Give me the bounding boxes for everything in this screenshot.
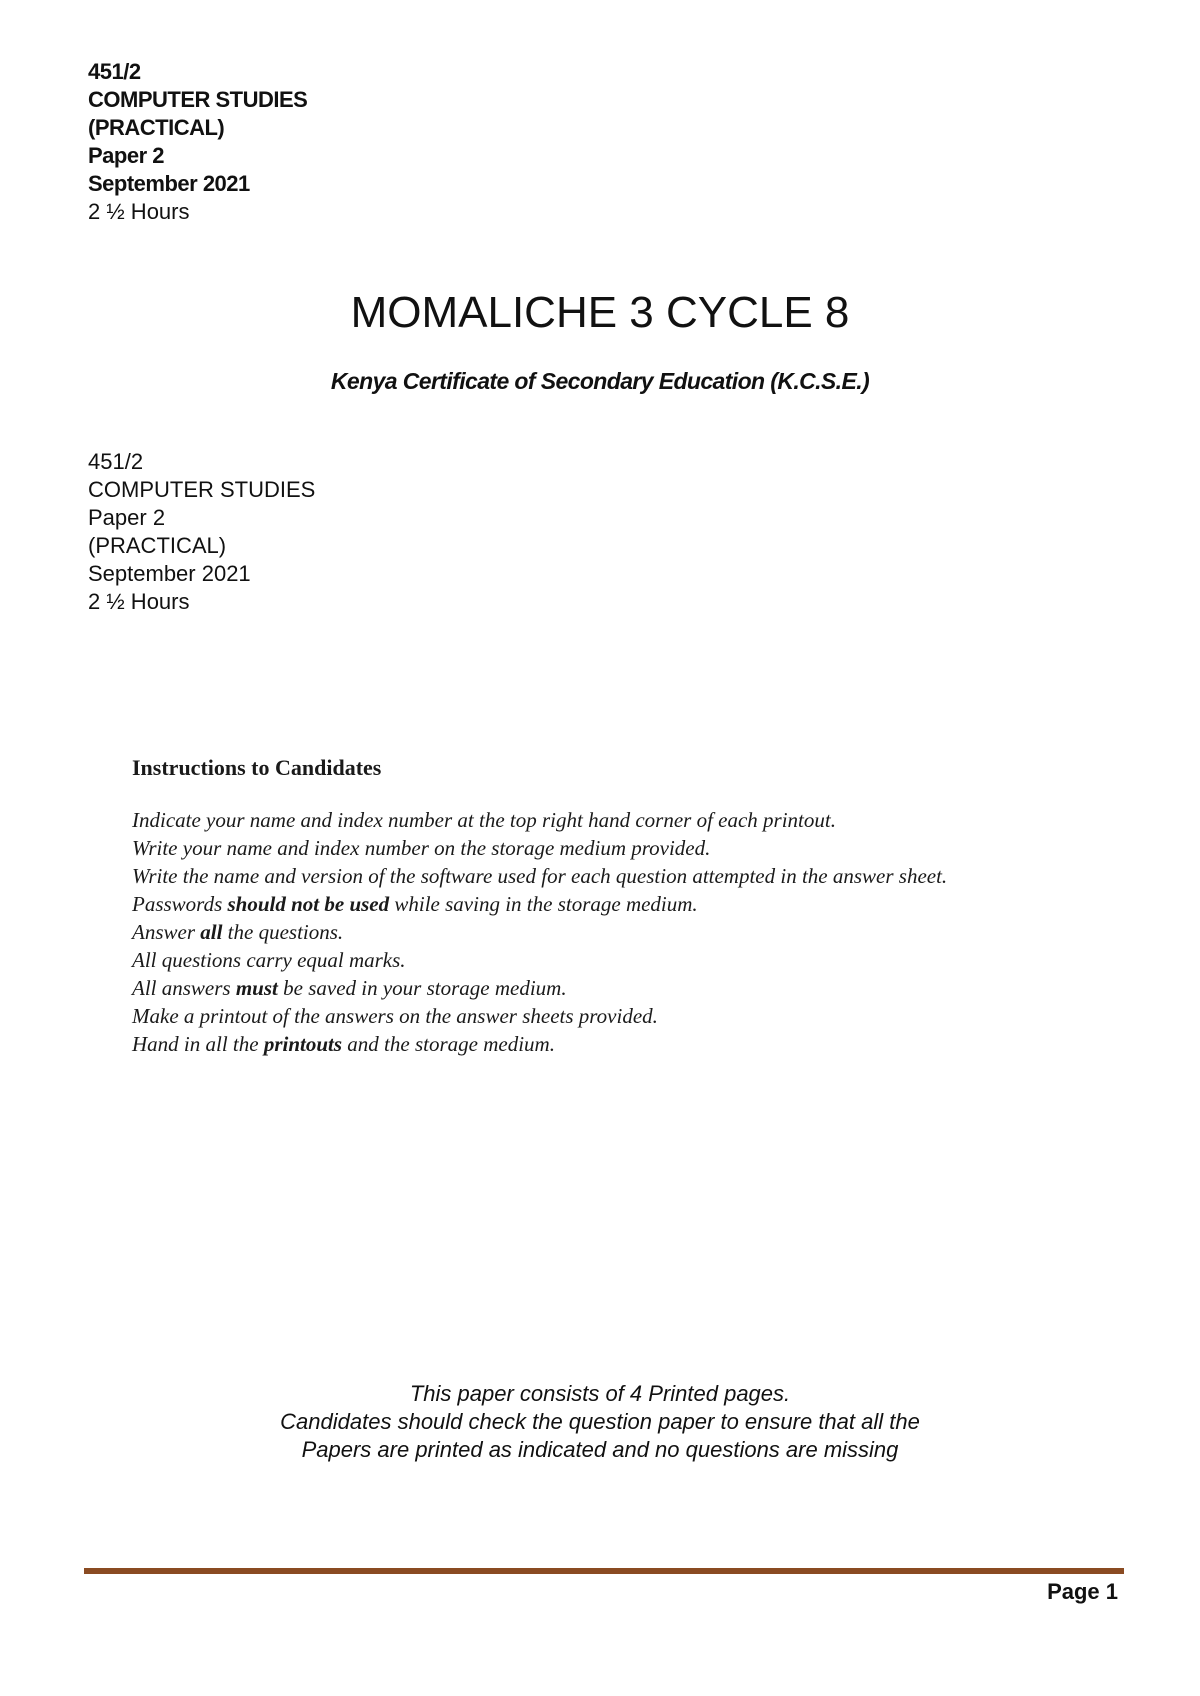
instruction-emphasis: should not be used bbox=[227, 892, 390, 916]
instruction-text: Hand in all the bbox=[132, 1032, 264, 1056]
subject-name: COMPUTER STUDIES bbox=[88, 87, 308, 112]
paper-type: (PRACTICAL) bbox=[88, 115, 225, 140]
instruction-item: Make a printout of the answers on the answer sheets provided. bbox=[132, 1004, 658, 1028]
instruction-text: be saved in your storage medium. bbox=[277, 976, 567, 1000]
exam-duration-2: 2 ½ Hours bbox=[88, 589, 190, 614]
footer-note bbox=[0, 1380, 1200, 1464]
instruction-item: Indicate your name and index number at the top right hand corner of each printout. bbox=[132, 808, 836, 832]
instruction-item bbox=[132, 890, 947, 918]
instruction-text: and the storage medium. bbox=[342, 1032, 555, 1056]
instruction-emphasis: all bbox=[200, 920, 223, 944]
page-title: MOMALICHE 3 CYCLE 8 bbox=[350, 288, 850, 337]
instruction-emphasis: printouts bbox=[263, 1032, 343, 1056]
instruction-item bbox=[132, 1030, 947, 1058]
exam-date-2: September 2021 bbox=[88, 561, 251, 586]
footer-line: This paper consists of 4 Printed pages. bbox=[409, 1381, 791, 1406]
instruction-text: All answers bbox=[132, 976, 236, 1000]
exam-duration: 2 ½ Hours bbox=[88, 199, 190, 224]
instructions-list bbox=[132, 806, 947, 1058]
paper-code-2: 451/2 bbox=[88, 449, 144, 474]
footer-divider bbox=[84, 1568, 1124, 1574]
instruction-item bbox=[132, 974, 947, 1002]
instruction-item: Write your name and index number on the storage medium provided. bbox=[132, 836, 711, 860]
instructions-heading: Instructions to Candidates bbox=[132, 755, 382, 780]
paper-number: Paper 2 bbox=[88, 143, 164, 168]
header-block bbox=[88, 58, 307, 226]
subject-name-2: COMPUTER STUDIES bbox=[88, 477, 316, 502]
instruction-text: while saving in the storage medium. bbox=[389, 892, 698, 916]
exam-date: September 2021 bbox=[88, 171, 250, 196]
second-header-block bbox=[88, 448, 315, 616]
page-number: Page 1 bbox=[1047, 1579, 1118, 1604]
instruction-emphasis: must bbox=[235, 976, 278, 1000]
paper-code: 451/2 bbox=[88, 59, 141, 84]
instruction-text: Passwords bbox=[132, 892, 228, 916]
footer-line: Papers are printed as indicated and no questions are missing bbox=[301, 1437, 899, 1462]
instruction-item bbox=[132, 918, 947, 946]
instruction-text: Answer bbox=[132, 920, 201, 944]
paper-type-2: (PRACTICAL) bbox=[88, 533, 227, 558]
instruction-item: All questions carry equal marks. bbox=[132, 948, 406, 972]
exam-subtitle: Kenya Certificate of Secondary Education (K.C.S.E.) bbox=[330, 368, 870, 394]
instruction-text: the questions. bbox=[222, 920, 344, 944]
instruction-item: Write the name and version of the software used for each question attempted in the answer sheet. bbox=[132, 864, 948, 888]
footer-line: Candidates should check the question paper to ensure that all the bbox=[280, 1409, 920, 1434]
paper-number-2: Paper 2 bbox=[88, 505, 166, 530]
instructions-section bbox=[132, 754, 947, 1058]
